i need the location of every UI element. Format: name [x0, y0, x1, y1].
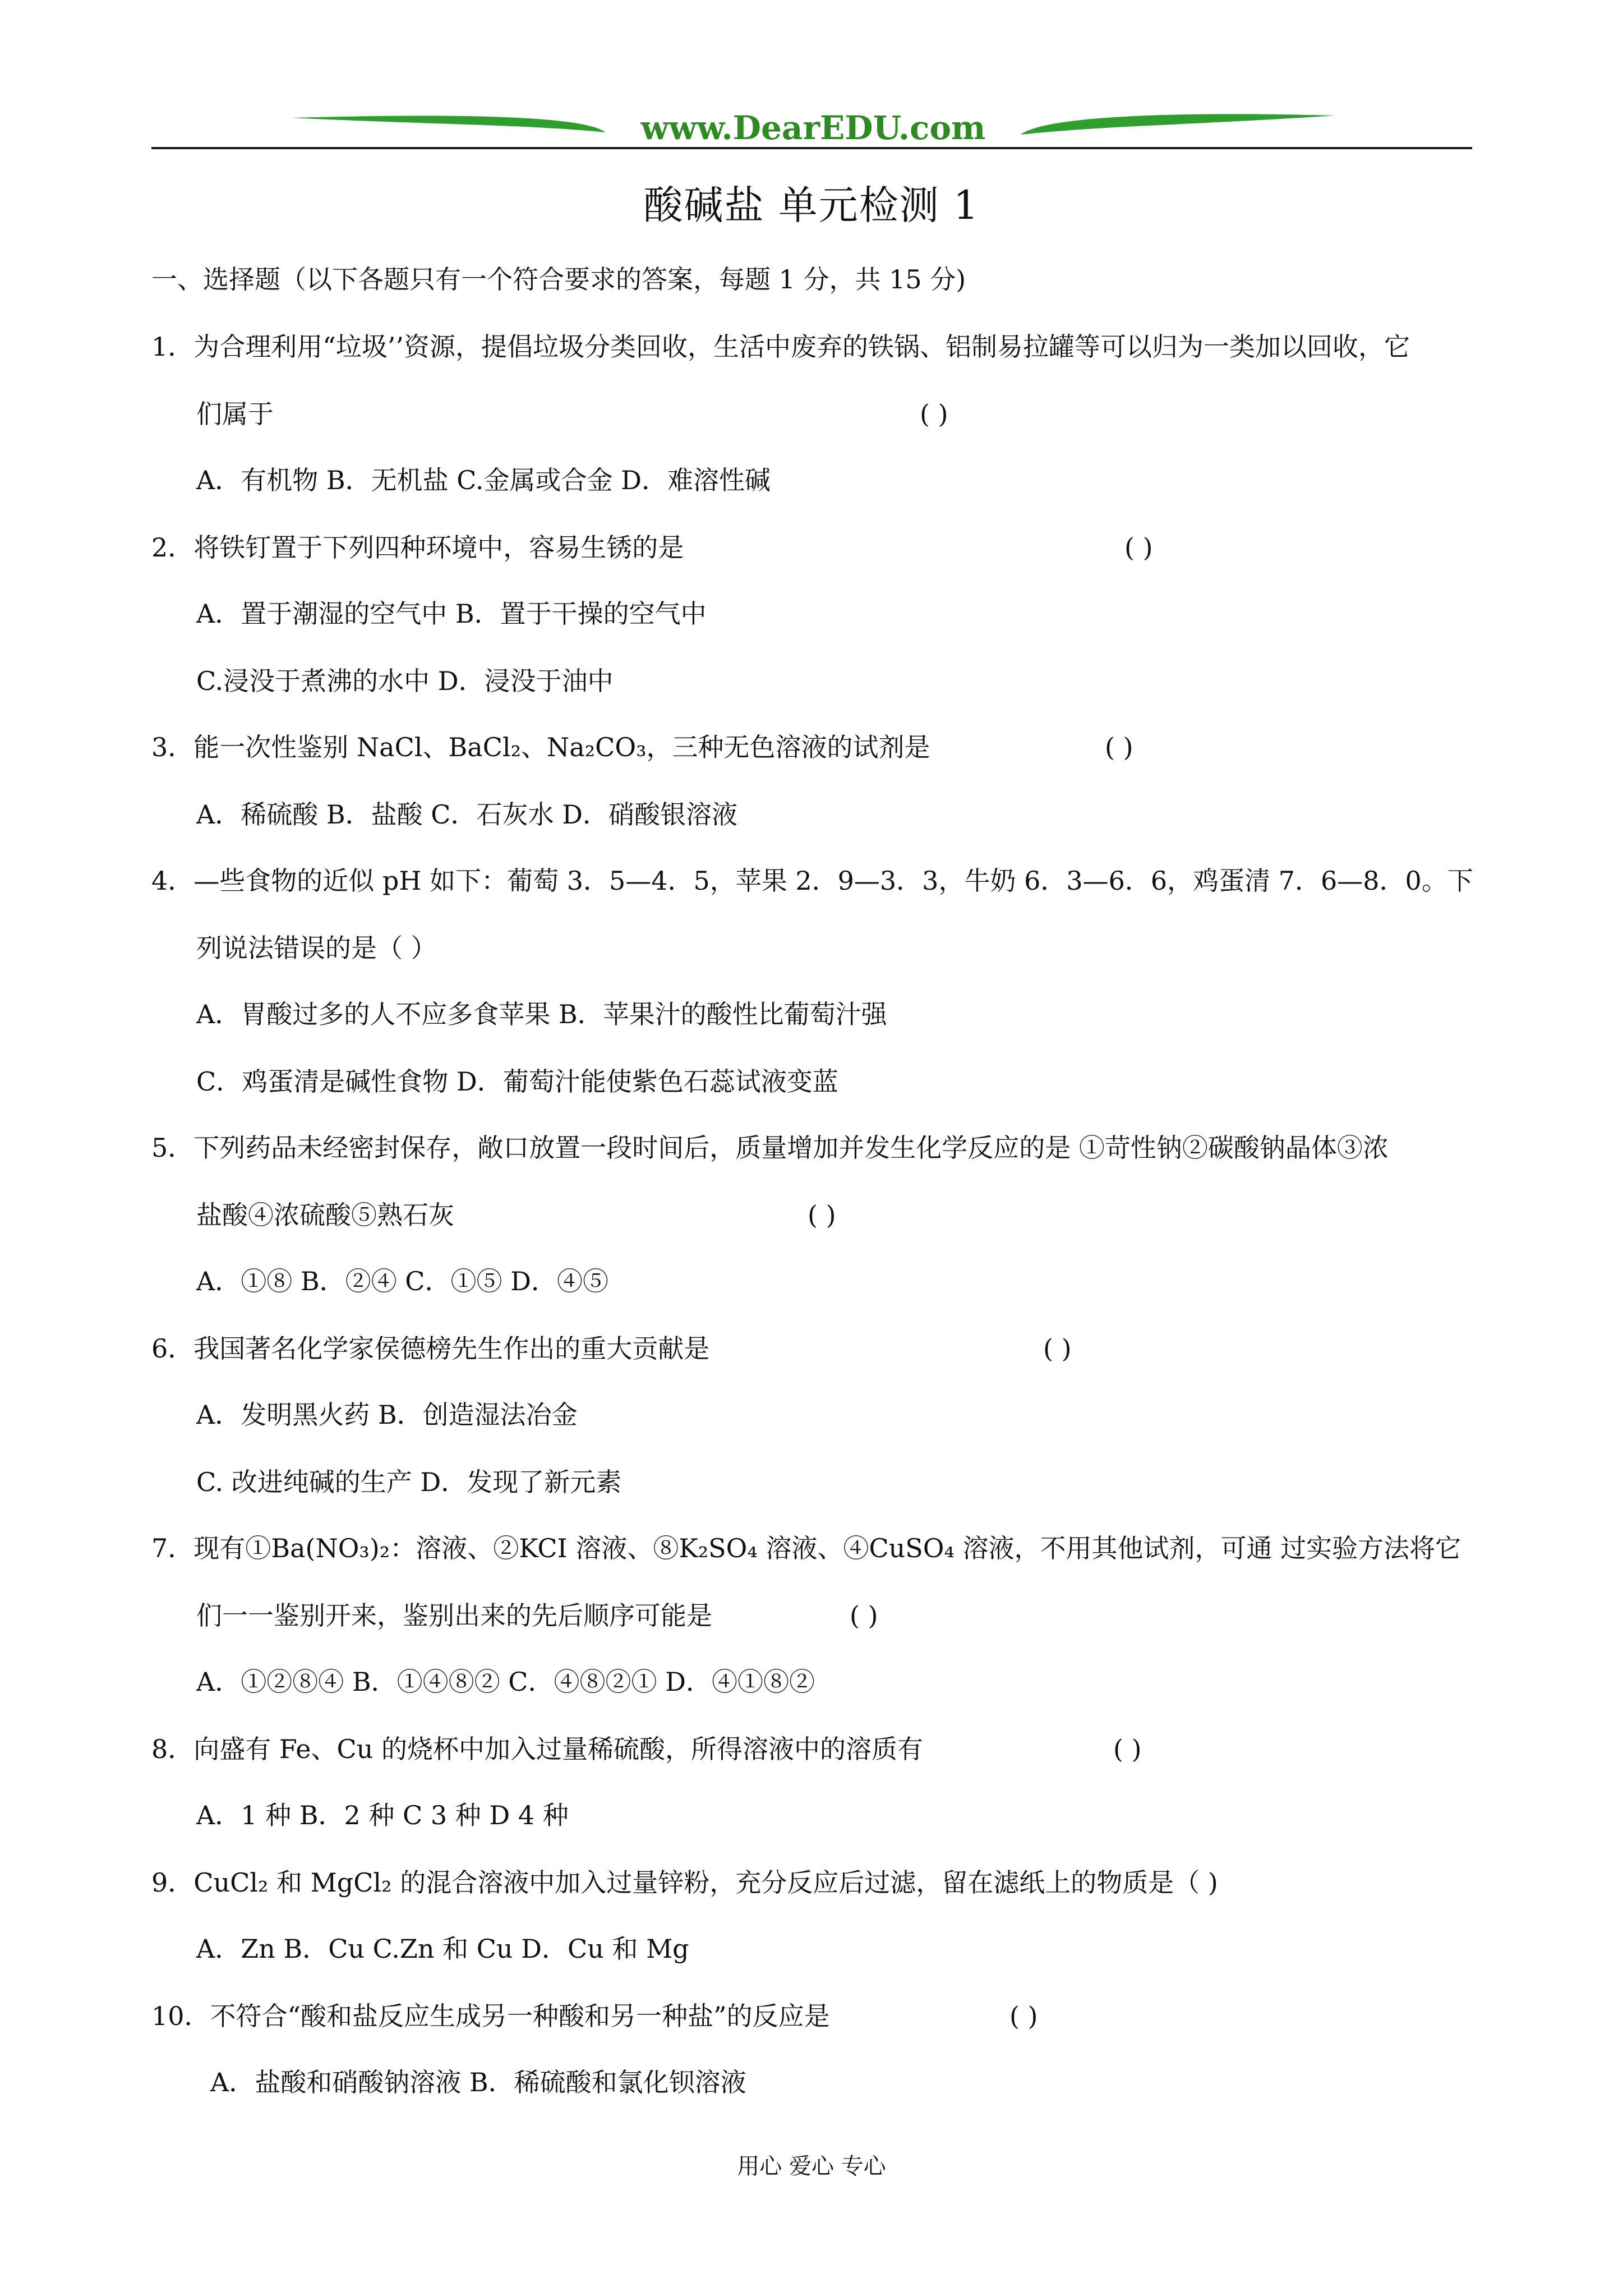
question-2-stem: 2．将铁钉置于下列四种环境中，容易生锈的是 — [151, 532, 684, 563]
question-5-stem-line-2: 盐酸④浓硫酸⑤熟石灰 — [196, 1200, 454, 1230]
question-7-options: A．①②⑧④ B．①④⑧② C．④⑧②① D．④①⑧② — [196, 1667, 815, 1697]
page-footer: 用心 爱心 专心 — [737, 2154, 886, 2179]
logo-right-swoosh — [1021, 114, 1335, 135]
logo-text: www.DearEDU.com — [640, 109, 986, 147]
question-5-answer-blank: ( ) — [808, 1200, 836, 1230]
logo-left-swoosh — [292, 116, 606, 132]
question-7-stem-line-1: 7．现有①Ba(NO₃)₂：溶液、②KCI 溶液、⑧K₂SO₄ 溶液、④CuSO₄ 溶液，不用其他试剂，可通 过实验方法将它 — [151, 1533, 1461, 1563]
question-8-stem: 8．向盛有 Fe、Cu 的烧杯中加入过量稀硫酸，所得溶液中的溶质有 — [151, 1734, 923, 1764]
question-6-options-line-1: A．发明黑火药 B．创造湿法冶金 — [196, 1400, 578, 1430]
question-2-options-line-1: A．置于潮湿的空气中 B．置于干操的空气中 — [196, 599, 707, 629]
question-4-stem-line-1: 4．—些食物的近似 pH 如下：葡萄 3．5—4．5，苹果 2．9—3．3，牛奶 6．3—6．6，鸡蛋清 7．6—8．0。下 — [151, 866, 1473, 896]
question-2-answer-blank: ( ) — [1124, 532, 1153, 563]
header-divider — [151, 147, 1472, 149]
question-6-options-line-2: C. 改进纯碱的生产 D．发现了新元素 — [196, 1467, 622, 1497]
question-3-options: A．稀硫酸 B．盐酸 C．石灰水 D．硝酸银溶液 — [196, 799, 737, 830]
question-7-stem-line-2: 们一一鉴别开来，鉴别出来的先后顺序可能是 — [196, 1600, 712, 1631]
question-10-options: A．盐酸和硝酸钠溶液 B．稀硫酸和氯化钡溶液 — [210, 2067, 746, 2097]
question-2-options-line-2: C.浸没于煮沸的水中 D．浸没于油中 — [196, 666, 614, 696]
question-5-stem-line-1: 5．下列药品未经密封保存，敞口放置一段时间后，质量增加并发生化学反应的是 ①苛性钠②碳酸钠晶体③浓 — [151, 1133, 1389, 1163]
page-title: 酸碱盐 单元检测 1 — [643, 182, 980, 228]
question-9-stem: 9．CuCl₂ 和 MgCl₂ 的混合溶液中加入过量锌粉，充分反应后过滤，留在滤纸上的物质是（ ) — [151, 1867, 1218, 1898]
question-4-options-line-1: A．胃酸过多的人不应多食苹果 B．苹果汁的酸性比葡萄汁强 — [196, 999, 887, 1029]
question-1-options: A．有机物 B．无机盐 C.金属或合金 D．难溶性碱 — [196, 465, 771, 495]
question-3-stem: 3．能一次性鉴别 NaCl、BaCl₂、Na₂CO₃，三种无色溶液的试剂是 — [151, 732, 930, 762]
question-10-answer-blank: ( ) — [1009, 2001, 1038, 2031]
question-8-options: A．1 种 B．2 种 C 3 种 D 4 种 — [196, 1800, 569, 1830]
site-logo — [292, 108, 1335, 147]
question-4-stem-line-2: 列说法错误的是（ ） — [196, 933, 437, 963]
question-1-stem-line-1: 1．为合理利用“垃圾’’资源，提倡垃圾分类回收，生活中废弃的铁锅、铝制易拉罐等可以归为一类加以回收，它 — [151, 332, 1410, 362]
question-8-answer-blank: ( ) — [1113, 1734, 1142, 1764]
question-10-stem: 10．不符合“酸和盐反应生成另一种酸和另一种盐”的反应是 — [151, 2001, 830, 2031]
question-6-answer-blank: ( ) — [1043, 1333, 1072, 1364]
question-7-answer-blank: ( ) — [850, 1600, 878, 1631]
question-9-options: A．Zn B．Cu C.Zn 和 Cu D．Cu 和 Mg — [196, 1934, 689, 1964]
question-1-stem-line-2: 们属于 — [196, 399, 274, 429]
question-5-options: A．①⑧ B．②④ C．①⑤ D．④⑤ — [196, 1266, 608, 1296]
question-6-stem: 6．我国著名化学家侯德榜先生作出的重大贡献是 — [151, 1333, 710, 1364]
question-4-options-line-2: C．鸡蛋清是碱性食物 D．葡萄汁能使紫色石蕊试液变蓝 — [196, 1066, 838, 1097]
section-heading: 一、选择题（以下各题只有一个符合要求的答案，每题 1 分，共 15 分) — [151, 264, 966, 295]
question-3-answer-blank: ( ) — [1105, 732, 1133, 762]
question-1-answer-blank: ( ) — [920, 399, 948, 429]
